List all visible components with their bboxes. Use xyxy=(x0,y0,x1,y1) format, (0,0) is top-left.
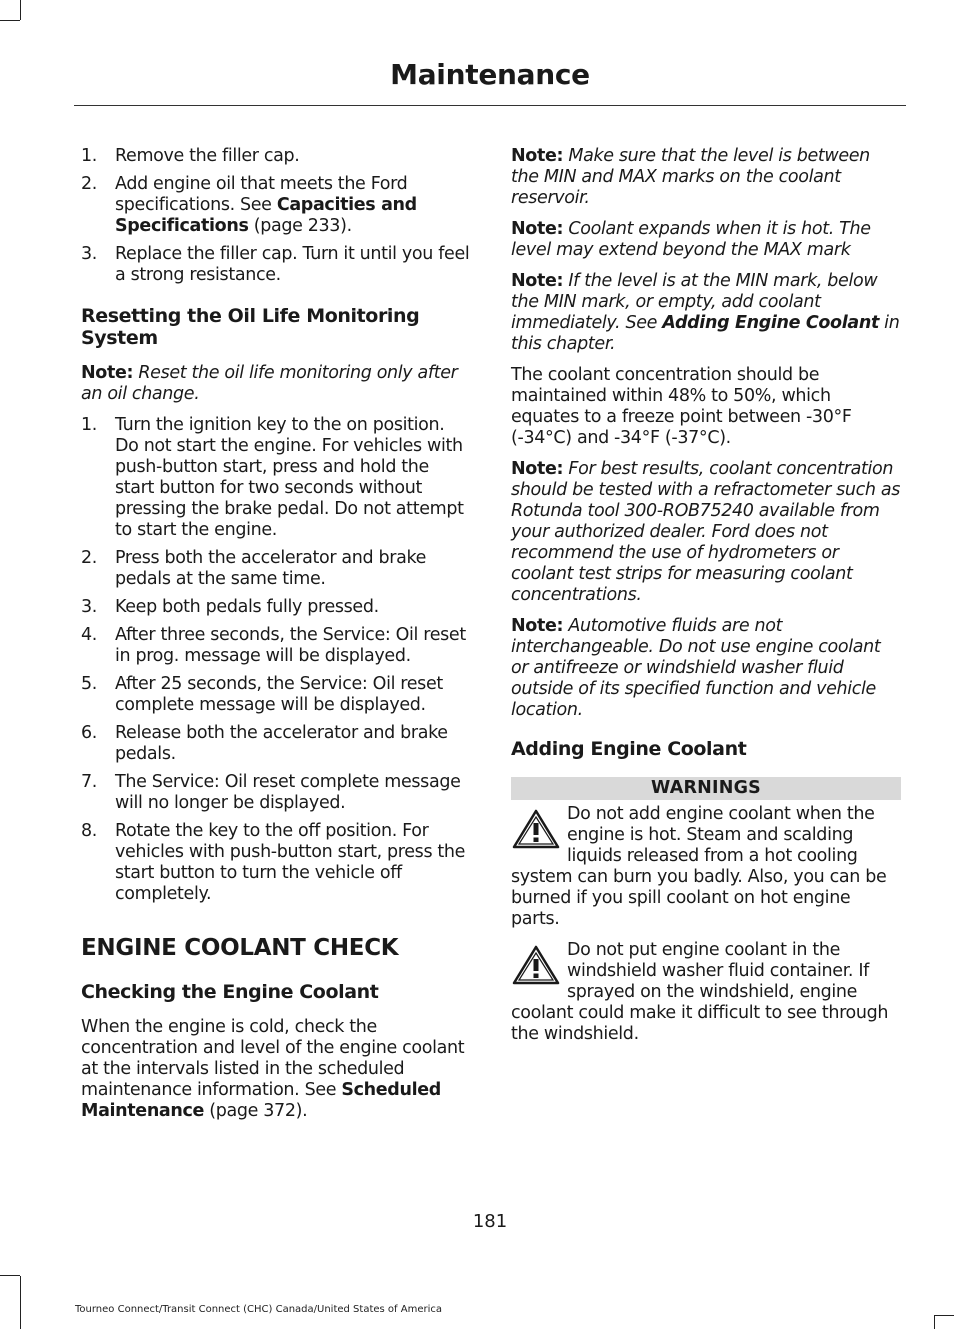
warning-item: Do not put engine coolant in the windshield washer fluid container. If sprayed on the windshield, engine coolant could make it difficult to see through the windshield. xyxy=(511,940,889,1044)
header-rule xyxy=(74,105,906,106)
list-item: 2. Press both the accelerator and brake pedals at the same time. xyxy=(81,548,427,589)
crop-mark xyxy=(20,1276,21,1329)
page-title: Maintenance xyxy=(390,58,590,91)
section-heading: Resetting the Oil Life Monitoring System xyxy=(81,305,420,349)
list-item: 2. Add engine oil that meets the Ford specifications. See Capacities and Specifications (page 233). xyxy=(81,174,417,236)
footer-text: Tourneo Connect/Transit Connect (CHC) Canada/United States of America xyxy=(75,1304,442,1315)
list-item: 5. After 25 seconds, the Service: Oil reset complete message will be displayed. xyxy=(81,674,443,715)
left-column xyxy=(81,146,471,1122)
list-item: 3. Keep both pedals fully pressed. xyxy=(81,597,379,617)
list-item: 1. Turn the ignition key to the on position. Do not start the engine. For vehicles with push-button start, press and hold the start button for two seconds without pressing the brake pedal. Do not attempt to start the engine. xyxy=(81,415,464,540)
warnings-header: WARNINGS xyxy=(511,777,901,800)
list-item: 7. The Service: Oil reset complete message will no longer be displayed. xyxy=(81,772,461,813)
warning-triangle-icon xyxy=(511,808,561,850)
note: Note: Reset the oil life monitoring only after an oil change. xyxy=(81,363,458,404)
note: Note: Coolant expands when it is hot. The level may extend beyond the MAX mark xyxy=(511,219,871,260)
note: Note: For best results, coolant concentration should be tested with a refractometer such as Rotunda tool 300-ROB75240 available from your authorized dealer. Ford does not recommend the use of hydrometers or coolant test strips for measuring coolant concentrations. xyxy=(511,459,901,605)
refill-steps xyxy=(81,146,471,286)
paragraph: The coolant concentration should be maintained within 48% to 50%, which equates to a freeze point between -30°F (-34°C) and -34°F (-37°C). xyxy=(511,365,852,448)
crop-mark xyxy=(20,0,21,20)
cross-reference: Adding Engine Coolant xyxy=(662,313,879,333)
right-column xyxy=(511,146,901,1045)
crop-mark xyxy=(934,1315,954,1316)
note: Note: Automotive fluids are not interchangeable. Do not use engine coolant or antifreeze or windshield washer fluid outside of its specified function and vehicle location. xyxy=(511,616,881,720)
reset-steps xyxy=(81,415,471,905)
note: Note: If the level is at the MIN mark, below the MIN mark, or empty, add coolant immediately. See Adding Engine Coolant in this chapter. xyxy=(511,271,900,354)
cross-reference: Capacities and Specifications xyxy=(115,195,417,236)
chapter-heading: ENGINE COOLANT CHECK xyxy=(81,935,399,961)
section-heading: Checking the Engine Coolant xyxy=(81,981,379,1003)
list-item: 1. Remove the filler cap. xyxy=(81,146,300,166)
paragraph: When the engine is cold, check the concentration and level of the engine coolant at the intervals listed in the scheduled maintenance information. See Scheduled Maintenance (page 372). xyxy=(81,1017,465,1121)
page-number: 181 xyxy=(472,1211,508,1232)
list-item: 4. After three seconds, the Service: Oil reset in prog. message will be displayed. xyxy=(81,625,466,666)
note: Note: Make sure that the level is between the MIN and MAX marks on the coolant reservoir. xyxy=(511,146,870,208)
cross-reference: Scheduled Maintenance xyxy=(81,1080,441,1121)
crop-mark xyxy=(0,20,20,21)
crop-mark xyxy=(934,1315,935,1329)
crop-mark xyxy=(0,1275,20,1276)
warning-triangle-icon xyxy=(511,944,561,986)
list-item: 3. Replace the filler cap. Turn it until you feel a strong resistance. xyxy=(81,244,470,285)
list-item: 8. Rotate the key to the off position. For vehicles with push-button start, press the start button to turn the vehicle off completely. xyxy=(81,821,466,904)
section-heading: Adding Engine Coolant xyxy=(511,738,747,760)
warning-item: Do not add engine coolant when the engine is hot. Steam and scalding liquids released from a hot cooling system can burn you badly. Also, you can be burned if you spill coolant on hot engine parts. xyxy=(511,804,887,929)
list-item: 6. Release both the accelerator and brake pedals. xyxy=(81,723,448,764)
